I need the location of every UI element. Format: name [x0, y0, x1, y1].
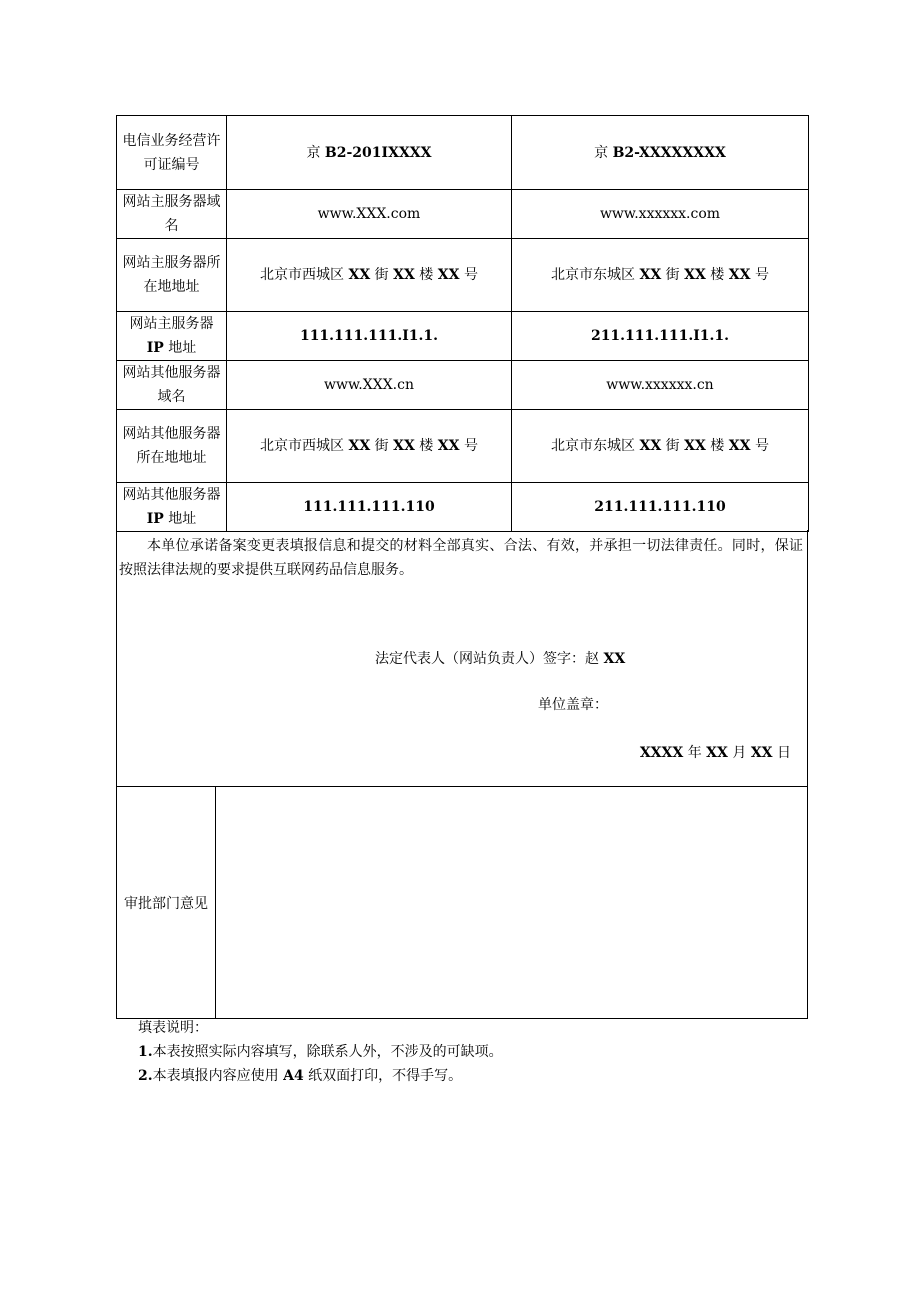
row-label: 网站主服务器 IP 地址 — [117, 312, 227, 361]
commitment-text: 本单位承诺备案变更表填报信息和提交的材料全部真实、合法、有效，并承担一切法律责任。同时，保证按照法律法规的要求提供互联网药品信息服务。 — [119, 538, 803, 578]
col2-value: 211.111.111.I1.1. — [512, 312, 809, 361]
table-row — [117, 239, 809, 312]
date-year: XXXX — [639, 745, 684, 761]
date-month: XX — [706, 745, 728, 761]
col1-value: 北京市西城区 XX 街 XX 楼 XX 号 — [227, 239, 512, 312]
approval-content-area[interactable] — [216, 787, 807, 1018]
col2-value: www.xxxxxx.cn — [512, 361, 809, 410]
row-label: 网站其他服务器域名 — [117, 361, 227, 410]
table-row — [117, 410, 809, 483]
approval-label: 审批部门意见 — [117, 787, 216, 1018]
table-row — [117, 116, 809, 190]
signature-line — [375, 648, 625, 668]
row-label: 网站其他服务器所在地地址 — [117, 410, 227, 483]
note-item: 2.本表填报内容应使用 A4 纸双面打印，不得手写。 — [138, 1068, 463, 1084]
signature-name: XX — [603, 651, 626, 667]
col2-value: 京 B2-XXXXXXXX — [512, 116, 809, 190]
approval-block — [116, 786, 808, 1019]
row-label: 电信业务经营许可证编号 — [117, 116, 227, 190]
seal-label: 单位盖章： — [538, 697, 608, 713]
col2-value: 北京市东城区 XX 街 XX 楼 XX 号 — [512, 410, 809, 483]
table-row — [117, 361, 809, 410]
date-line: XXXX 年 XX 月 XX 日 — [639, 745, 791, 761]
col1-value: 111.111.111.110 — [227, 483, 512, 532]
signature-label: 法定代表人（网站负责人）签字：赵 — [375, 651, 604, 667]
row-label: 网站其他服务器 IP 地址 — [117, 483, 227, 532]
row-label: 网站主服务器域名 — [117, 190, 227, 239]
notes-section — [138, 1016, 503, 1088]
col1-value: 北京市西城区 XX 街 XX 楼 XX 号 — [227, 410, 512, 483]
col1-value: www.XXX.com — [227, 190, 512, 239]
info-table — [116, 115, 809, 532]
col2-value: 北京市东城区 XX 街 XX 楼 XX 号 — [512, 239, 809, 312]
table-row — [117, 312, 809, 361]
commitment-block — [116, 530, 808, 787]
col1-value: 111.111.111.I1.1. — [227, 312, 512, 361]
note-item: 1.本表按照实际内容填写，除联系人外，不涉及的可缺项。 — [138, 1044, 503, 1060]
seal-line — [538, 694, 608, 714]
col2-value: 211.111.111.110 — [512, 483, 809, 532]
col2-value: www.xxxxxx.com — [512, 190, 809, 239]
col1-value: 京 B2-201IXXXX — [227, 116, 512, 190]
notes-title: 填表说明： — [138, 1020, 208, 1036]
row-label: 网站主服务器所在地地址 — [117, 239, 227, 312]
col1-value: www.XXX.cn — [227, 361, 512, 410]
table-row — [117, 190, 809, 239]
table-row — [117, 483, 809, 532]
date-day: XX — [750, 745, 773, 761]
